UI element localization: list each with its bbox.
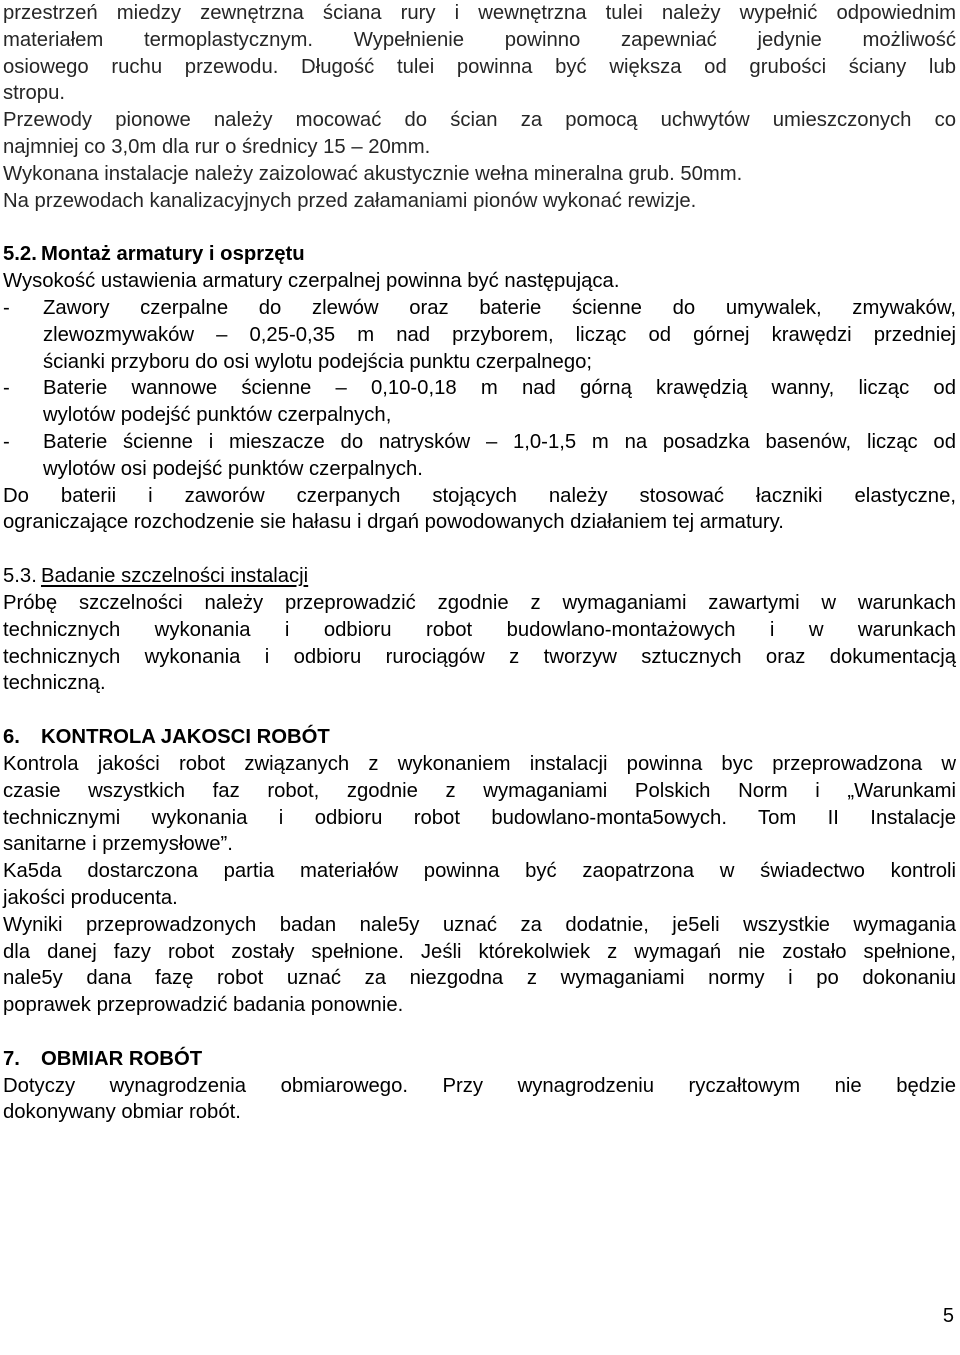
text-line: technicznymi wykonania i odbioru robot budowlano-monta5owych. Tom II Instalacje [3, 806, 956, 829]
list-item [3, 429, 956, 483]
text-line: Zawory czerpalne do zlewów oraz baterie ścienne do umywalek, zmywaków, [43, 296, 956, 319]
text-line: stropu. [3, 82, 66, 105]
text-line: Próbę szczelności należy przeprowadzić zgodnie z wymaganiami zawartymi w warunkach [3, 591, 956, 614]
text-line: Ka5da dostarczona partia materiałów powinna być zaopatrzona w świadectwo kontroli [3, 860, 956, 883]
section-number: 5.3. [3, 565, 37, 588]
text-line: czasie wszystkich faz robot, zgodnie z wymaganiami Polskich Norm i „Warunkami [3, 779, 956, 802]
section-number: 5.2. [3, 243, 37, 266]
text-line: nale5y dana fazę robot uznać za niezgodna z wymaganiami normy i po dokonaniu [3, 967, 956, 990]
section-title: KONTROLA JAKOSCI ROBÓT [41, 726, 330, 749]
section-7 [3, 1046, 956, 1126]
text-line: dla danej fazy robot zostały spełnione. Jeśli którekolwiek z wymagań nie zostało spełnione, [3, 940, 956, 963]
section-intro: Wysokość ustawienia armatury czerpalnej powinna być następująca. [3, 270, 620, 293]
section-heading [3, 724, 956, 751]
text-line: sanitarne i przemysłowe”. [3, 833, 233, 856]
text-line: jakości producenta. [3, 886, 178, 909]
text-line: wylotów osi podejść punktów czerpalnych. [43, 457, 423, 480]
section-heading [3, 563, 956, 590]
text-line: przestrzeń miedzy zewnętrzna ściana rury i wewnętrzna tulei należy wypełnić odpowiednim [3, 2, 956, 24]
text-line: Przewody pionowe należy mocować do ścian za pomocą uchwytów umieszczonych co [3, 109, 956, 132]
list-item [3, 295, 956, 375]
section-heading [3, 241, 956, 268]
text-line: Baterie ścienne i mieszacze do natrysków – 1,0-1,5 m na posadzka basenów, licząc od [43, 430, 956, 453]
section-title: OBMIAR ROBÓT [41, 1047, 203, 1070]
section-number: 6. [3, 726, 20, 749]
text-line: wylotów podejść punktów czerpalnych, [43, 404, 392, 427]
text-line: materiałem termoplastycznym. Wypełnienie powinno zapewniać jedynie możliwość [3, 28, 956, 51]
text-line: technicznych wykonania i odbioru rurociągów z tworzyw sztucznych oraz dokumentacją [3, 645, 956, 668]
page-number: 5 [942, 1305, 954, 1327]
text-line: ograniczające rozchodzenie sie hałasu i drgań powodowanych działaniem tej armatury. [3, 511, 784, 534]
list-dash: - [3, 377, 10, 400]
text-line: osiowego ruchu przewodu. Długość tulei powinna być większa od grubości ściany lub [3, 55, 956, 78]
text-line: ścianki przyboru do osi wylotu podejścia punktu czerpalnego; [43, 350, 593, 373]
text-line: Kontrola jakości robot związanych z wykonaniem instalacji powinna byc przeprowadzona w [3, 752, 956, 775]
text-line: Baterie wannowe ścienne – 0,10-0,18 m nad górną krawędzią wanny, licząc od [43, 377, 956, 400]
text-line: zlewozmywaków – 0,25-0,35 m nad przyborem, licząc od górnej krawędzi przedniej [43, 323, 956, 346]
text-line: najmniej co 3,0m dla rur o średnicy 15 – 20mm. [3, 135, 431, 158]
text-line: Wyniki przeprowadzonych badan nale5y uznać za dodatnie, je5eli wszystkie wymagania [3, 913, 956, 936]
section-title: Montaż armatury i osprzętu [41, 243, 305, 266]
list-dash: - [3, 430, 10, 453]
mounting-paragraph [3, 107, 956, 214]
section-heading [3, 1046, 956, 1073]
list-dash: - [3, 296, 10, 319]
section-5-2 [3, 241, 956, 536]
section-title: Badanie szczelności instalacji [41, 565, 309, 588]
text-line: Dotyczy wynagrodzenia obmiarowego. Przy wynagrodzeniu ryczałtowym nie będzie [3, 1074, 956, 1097]
text-line: Na przewodach kanalizacyjnych przed załamaniami pionów wykonać rewizje. [3, 189, 697, 212]
section-number: 7. [3, 1047, 20, 1070]
list-item [3, 375, 956, 429]
text-line: Wykonana instalacje należy zaizolować akustycznie wełna mineralna grub. 50mm. [3, 162, 743, 185]
document-body [3, 0, 956, 1126]
text-line: dokonywany obmiar robót. [3, 1101, 241, 1124]
intro-paragraph [3, 0, 956, 107]
text-line: Do baterii i zaworów czerpanych stojących należy stosować łaczniki elastyczne, [3, 484, 956, 507]
text-line: technicznych wykonania i odbioru robot budowlano-montażowych i w warunkach [3, 618, 956, 641]
section-6 [3, 724, 956, 1019]
text-line: techniczną. [3, 672, 106, 695]
section-5-3 [3, 563, 956, 697]
text-line: poprawek przeprowadzić badania ponownie. [3, 994, 404, 1017]
